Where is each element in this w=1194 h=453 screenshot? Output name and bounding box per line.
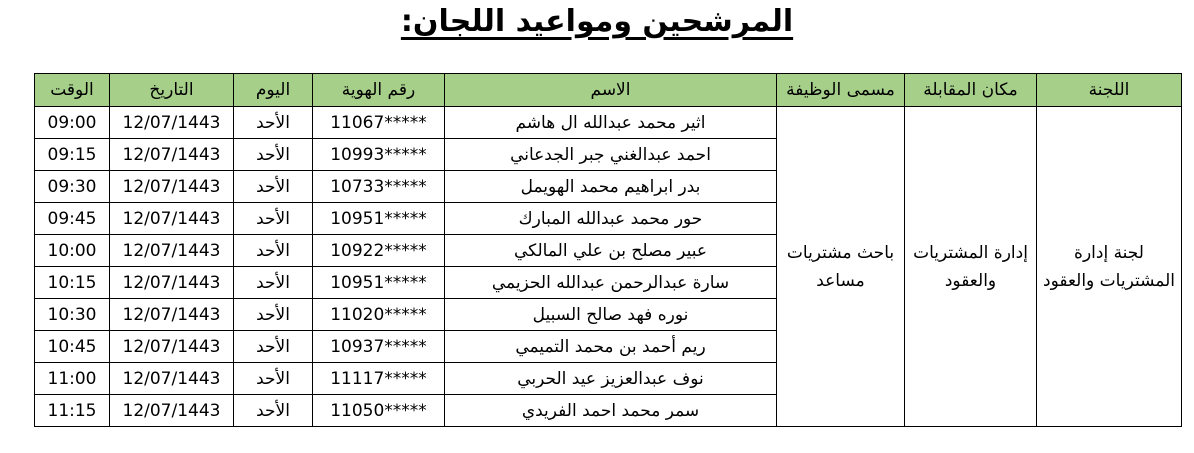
interview-place-cell: إدارة المشتريات والعقود <box>905 107 1037 427</box>
day-cell: الأحد <box>234 203 313 235</box>
name-cell: سارة عبدالرحمن عبدالله الحزيمي <box>445 267 777 299</box>
id-cell: 10951***** <box>313 203 445 235</box>
day-cell: الأحد <box>234 107 313 139</box>
day-cell: الأحد <box>234 139 313 171</box>
date-cell: 12/07/1443 <box>110 267 234 299</box>
time-cell: 11:15 <box>35 395 110 427</box>
committee-cell: لجنة إدارة المشتريات والعقود <box>1037 107 1182 427</box>
id-cell: 11117***** <box>313 363 445 395</box>
date-cell: 12/07/1443 <box>110 203 234 235</box>
date-cell: 12/07/1443 <box>110 107 234 139</box>
day-cell: الأحد <box>234 299 313 331</box>
header-id: رقم الهوية <box>313 74 445 107</box>
day-cell: الأحد <box>234 235 313 267</box>
schedule-table <box>34 73 1182 427</box>
id-cell: 10733***** <box>313 171 445 203</box>
id-cell: 11050***** <box>313 395 445 427</box>
header-name: الاسم <box>445 74 777 107</box>
name-cell: عبير مصلح بن علي المالكي <box>445 235 777 267</box>
time-cell: 10:45 <box>35 331 110 363</box>
header-date: التاريخ <box>110 74 234 107</box>
id-cell: 10937***** <box>313 331 445 363</box>
name-cell: سمر محمد احمد الفريدي <box>445 395 777 427</box>
day-cell: الأحد <box>234 267 313 299</box>
table-row <box>35 107 1182 139</box>
date-cell: 12/07/1443 <box>110 363 234 395</box>
time-cell: 10:00 <box>35 235 110 267</box>
day-cell: الأحد <box>234 395 313 427</box>
header-place: مكان المقابلة <box>905 74 1037 107</box>
name-cell: نوف عبدالعزيز عيد الحربي <box>445 363 777 395</box>
time-cell: 09:45 <box>35 203 110 235</box>
id-cell: 10951***** <box>313 267 445 299</box>
day-cell: الأحد <box>234 363 313 395</box>
id-cell: 11067***** <box>313 107 445 139</box>
name-cell: حور محمد عبدالله المبارك <box>445 203 777 235</box>
date-cell: 12/07/1443 <box>110 331 234 363</box>
date-cell: 12/07/1443 <box>110 171 234 203</box>
page-title: المرشحين ومواعيد اللجان: <box>400 4 794 39</box>
name-cell: ريم أحمد بن محمد التميمي <box>445 331 777 363</box>
name-cell: نوره فهد صالح السبيل <box>445 299 777 331</box>
id-cell: 10993***** <box>313 139 445 171</box>
header-job: مسمى الوظيفة <box>777 74 905 107</box>
id-cell: 11020***** <box>313 299 445 331</box>
job-title-cell: باحث مشتريات مساعد <box>777 107 905 427</box>
time-cell: 11:00 <box>35 363 110 395</box>
id-cell: 10922***** <box>313 235 445 267</box>
day-cell: الأحد <box>234 331 313 363</box>
time-cell: 09:30 <box>35 171 110 203</box>
header-row <box>35 74 1182 107</box>
time-cell: 09:00 <box>35 107 110 139</box>
date-cell: 12/07/1443 <box>110 395 234 427</box>
day-cell: الأحد <box>234 171 313 203</box>
time-cell: 10:30 <box>35 299 110 331</box>
time-cell: 09:15 <box>35 139 110 171</box>
time-cell: 10:15 <box>35 267 110 299</box>
date-cell: 12/07/1443 <box>110 299 234 331</box>
date-cell: 12/07/1443 <box>110 235 234 267</box>
name-cell: اثير محمد عبدالله ال هاشم <box>445 107 777 139</box>
header-day: اليوم <box>234 74 313 107</box>
date-cell: 12/07/1443 <box>110 139 234 171</box>
header-committee: اللجنة <box>1037 74 1182 107</box>
header-time: الوقت <box>35 74 110 107</box>
name-cell: احمد عبدالغني جبر الجدعاني <box>445 139 777 171</box>
name-cell: بدر ابراهيم محمد الهويمل <box>445 171 777 203</box>
